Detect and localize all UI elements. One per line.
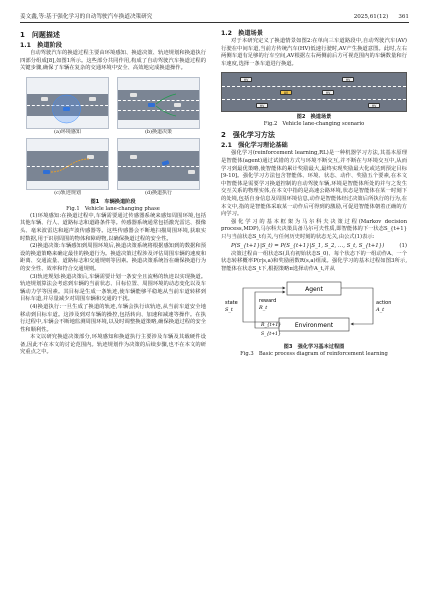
figure-1c (26, 138, 109, 197)
scenario-paragraph: 对于本研究定义了换道情景如图2:在单向三车道路段中,自动驾驶汽车(AV)行驶在中间车道,当前方传统汽车(HV)低速行驶时,AV产生换道意图。此时,左右两侧车道有足够的行车空间,AV根据左右两侧前后方可视范围内的车辆数量和行车速度,选择一条车道进行换道。 (221, 38, 407, 67)
figure-1-caption-en: Fig.1 Vehicle lane-changing phase (66, 205, 160, 212)
header-page-number: 361 (398, 14, 409, 20)
figure-1d (117, 138, 200, 197)
equation-1 (221, 242, 407, 251)
planning-illustration (26, 138, 109, 190)
section-2-heading: 2 强化学习方法 (221, 131, 275, 140)
running-header (20, 9, 409, 23)
paragraph-planning: (3)轨迹规划:换道决策后,车辆需要计划一条安全且流畅的轨迹以实现换道。轨迹规划算法会考虑到车辆的当前状态、目标位置、周围环境的动态变化以及车辆动力学等因素。其目标是生成一条轨迹,使车辆能够平稳地从当前车道转移到目标车道,并尽量减少对周围车辆和交通的干扰。 (20, 273, 206, 303)
paragraph-perception: (1)环境感知:在换道过程中,车辆需要通过传感器系统来感知周围环境,包括其他车辆、行人、道路标志和道路条件等。传感器系统通常包括激光雷达、摄像头、毫米波雷达和超声波传感器等。这些传感器会不断地扫描周围环境,获取实时数据,用于识别周围的物体和障碍物,以确保换道过程的安全性。 (20, 212, 206, 242)
agent-label: Agent (305, 286, 323, 294)
section-1-1-heading: 1.1 换道阶段 (20, 42, 62, 49)
hv-car-left-front: HV (342, 77, 354, 82)
figure-1b (117, 77, 200, 136)
figure-2-caption-cn: 图2 换道场景 (296, 114, 332, 121)
next-state-symbol: S_{t+1} (261, 332, 281, 338)
right-column (221, 28, 407, 360)
next-reward-symbol: R_{t+1} (261, 323, 282, 329)
header-title: 姜文鑫,等:基于强化学习的自动驾驶汽车换道决策研究 (20, 14, 153, 20)
environment-label: Environment (294, 322, 334, 330)
figure-1a (26, 77, 109, 136)
figure-1 (20, 77, 206, 213)
perception-illustration (26, 77, 109, 129)
left-column (20, 28, 206, 357)
execution-illustration (117, 138, 200, 190)
state-symbol: S_t (225, 307, 233, 314)
section-1-2-heading: 1.2 换道场景 (221, 30, 263, 37)
figure-3 (221, 278, 407, 358)
rl-process-diagram (221, 278, 407, 340)
figure-1d-label: (d)换道执行 (144, 189, 173, 196)
rl-paragraph-2: 强化学习的基本框架为马尔科夫决策过程(Markov decision process,MDP),马尔科夫决策具备马尔可夫性质,即智能体的下一状态S_{t+1}只与当前状态S_t有关,与任何历史时刻的状态无关,由公式(1)表示: (221, 218, 407, 240)
intro-paragraph: 自动驾驶汽车的换道过程主要由环境感知、换道决策、轨迹规划和换道执行四部分组成[8],如图1所示。这些部分共同作用,构成了自动驾驶汽车换道过程的关键步骤,确保了车辆在复杂的交通环境中安全、高效地完成换道操作。 (20, 50, 206, 72)
rl-paragraph-3: 决策过程由一组状态S(具有初始状态S_0)、每个状态下的一组动作A、一个状态转移概率P(r|s,a)和奖励函数R(s,a)组成。强化学习的基本过程如图3所示,智能体在状态S_t下,根据策略π选择动作A_t,并从 (221, 250, 407, 272)
equation-1-body: P(S_{t+1}|S_t) = P(S_{t+1}|S_1, S_2, …, S_t, S_{t+1}) (231, 242, 385, 249)
decision-illustration (117, 77, 200, 129)
lane-change-scenario-illustration (221, 72, 407, 112)
figure-1a-label: (a)环境感知 (54, 128, 81, 135)
hv-car-right-front: HV (368, 103, 380, 108)
action-symbol: A_t (376, 307, 385, 314)
section-1-heading: 1 问题描述 (20, 31, 60, 39)
paragraph-decision: (2)换道决策:车辆感知到周围环境后,换道决策系统将根据感知到的数据和预设的换道策略来确定最佳的换道行为。换道决策过程涉及评估周围车辆的速度和距离、交通流量、道路标志和交通规则等因素。换道决策系统旨在确保换道行为的安全性、效率和符合交通规则。 (20, 243, 206, 272)
figure-2 (221, 72, 407, 128)
figure-3-caption-cn: 图3 强化学习基本过程图 (283, 343, 345, 350)
figure-1c-label: (c)轨迹规划 (54, 189, 81, 196)
figure-2-caption-en: Fig.2 Vehicle lane-changing scenario (263, 121, 365, 128)
state-text: state (225, 300, 238, 307)
section-2-1-heading: 2.1 强化学习理论基础 (221, 142, 288, 150)
rl-paragraph-1: 强化学习(reinforcement learning,RL)是一种机器学习方法,其基本原理是智能体(agent)通过试错的方式与环境不断交互,并不断在与环境交互中,从而学习到最优策略,使智能体的累计奖励最大,最终实现奖励最大化或达到预定目标[9-10]。强化学习方法包含智能体、环境、状态、动作、奖励五个要素,在本文中智能体是需要学习换道控制的自动驾驶车辆,环境是智能体所处的并与之发生交互关系的物理实体,在本文中指的是高速公路环境,状态是智能体在某一时刻下的处境,包括自身信息及周围环境信息,动作是智能体经过决策后所执行的行为,在本文中,指的是智能体采取某一动作后可得到的激励,可促进智能体朝着正确的方向学习。 (221, 150, 407, 218)
reward-symbol: R_t (259, 305, 268, 312)
action-text: action (376, 300, 392, 307)
figure-3-caption-en: Fig.3 Basic process diagram of reinforcement learning (240, 350, 388, 357)
header-issue: 2025,61(12) (353, 14, 389, 20)
hv-car-leading: HV (322, 90, 334, 95)
paragraph-scope: 本文以研究换道决策部分,环境感知和换道执行主要涉及车辆及其载硬件设备,因此不在本文的讨论范围内。轨迹规划作为决策的后续步骤,也不在本文的研究重点之中。 (20, 334, 206, 356)
av-ego-car: AV (280, 90, 292, 95)
hv-car-left-rear: HV (240, 77, 252, 82)
figure-1-caption-cn: 图1 车辆换道阶段 (90, 198, 136, 205)
hv-car-right-rear: HV (256, 103, 268, 108)
reward-text: reward (259, 298, 277, 305)
figure-1b-label: (b)换道决策 (144, 128, 173, 135)
equation-1-number: (1) (399, 242, 407, 249)
paragraph-execution: (4)换道执行:一旦生成了换道的轨迹,车辆会执行该轨迹,从当前车道安全地移动到目标车道。这涉及到对车辆的操控,包括转向、加速和减速等操作。在执行过程中,车辆会不断地监测周围环境,以及时调整换道策略,确保换道过程的安全性和顺利性。 (20, 303, 206, 333)
